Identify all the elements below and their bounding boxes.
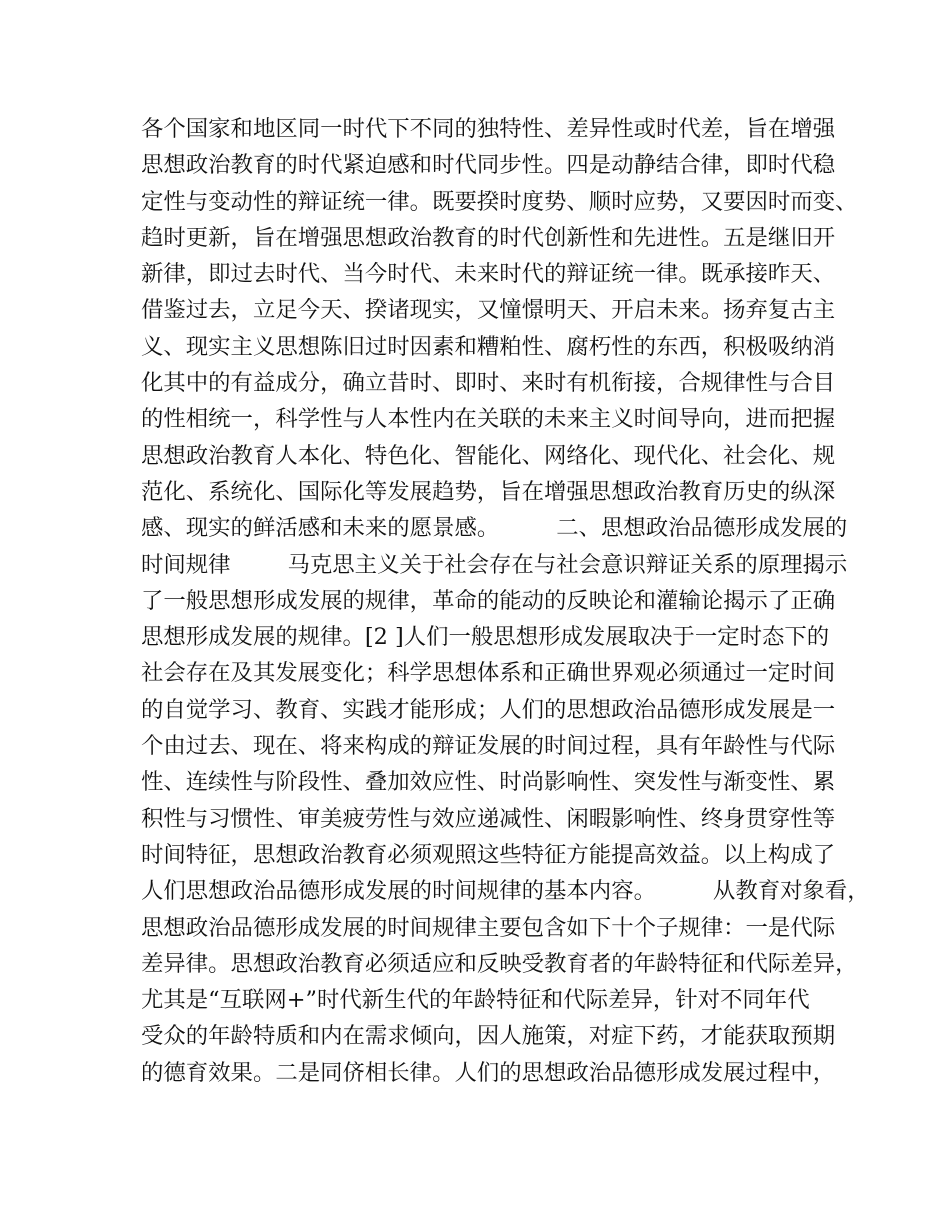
text-line: 积性与习惯性、审美疲劳性与效应递减性、闲暇影响性、终身贯穿性等 [141,805,836,832]
text-line: 社会存在及其发展变化；科学思想体系和正确世界观必须通过一定时间 [141,660,836,687]
text-line: 借鉴过去，立足今天、揆诸现实，又憧憬明天、开启未来。扬弃复古主 [141,297,836,324]
text-line: 的自觉学习、教育、实践才能形成；人们的思想政治品德形成发展是一 [141,696,836,723]
text-line: 思想政治教育人本化、特色化、智能化、网络化、现代化、社会化、规 [141,442,836,469]
text-line: 时间规律 马克思主义关于社会存在与社会意识辩证关系的原理揭示 [141,551,848,578]
text-line: 了一般思想形成发展的规律，革命的能动的反映论和灌输论揭示了正确 [141,587,836,614]
text-line: 人们思想政治品德形成发展的时间规律的基本内容。 从教育对象看， [141,878,870,905]
text-line: 趋时更新，旨在增强思想政治教育的时代创新性和先进性。五是继旧开 [141,224,836,251]
text-line: 感、现实的鲜活感和未来的愿景感。 二、思想政治品德形成发展的 [141,515,848,542]
text-line: 思想政治教育的时代紧迫感和时代同步性。四是动静结合律，即时代稳 [141,152,836,179]
text-line: 受众的年龄特质和内在需求倾向，因人施策，对症下药，才能获取预期 [141,1023,836,1050]
text-line: 尤其是“互联网+”时代新生代的年龄特征和代际差异，针对不同年代 [141,987,810,1014]
text-line: 的德育效果。二是同侪相长律。人们的思想政治品德形成发展过程中， [141,1059,836,1086]
text-line: 化其中的有益成分，确立昔时、即时、来时有机衔接，合规律性与合目 [141,370,836,397]
body-text [141,111,870,1091]
text-line: 思想形成发展的规律。[2 ]人们一般思想形成发展取决于一定时态下的 [141,624,830,651]
text-line: 的性相统一，科学性与人本性内在关联的未来主义时间导向，进而把握 [141,406,836,433]
text-line: 个由过去、现在、将来构成的辩证发展的时间过程，具有年龄性与代际 [141,733,836,760]
text-line: 义、现实主义思想陈旧过时因素和糟粕性、腐朽性的东西，积极吸纳消 [141,333,836,360]
text-line: 时间特征，思想政治教育必须观照这些特征方能提高效益。以上构成了 [141,841,836,868]
text-line: 差异律。思想政治教育必须适应和反映受教育者的年龄特征和代际差异， [141,950,858,977]
text-line: 性、连续性与阶段性、叠加效应性、时尚影响性、突发性与渐变性、累 [141,769,836,796]
text-line: 范化、系统化、国际化等发展趋势，旨在增强思想政治教育历史的纵深 [141,478,836,505]
text-line: 定性与变动性的辩证统一律。既要揆时度势、顺时应势，又要因时而变、 [141,188,858,215]
text-line: 思想政治品德形成发展的时间规律主要包含如下十个子规律：一是代际 [141,914,836,941]
text-line: 新律，即过去时代、当今时代、未来时代的辩证统一律。既承接昨天、 [141,261,836,288]
text-line: 各个国家和地区同一时代下不同的独特性、差异性或时代差，旨在增强 [141,116,836,142]
